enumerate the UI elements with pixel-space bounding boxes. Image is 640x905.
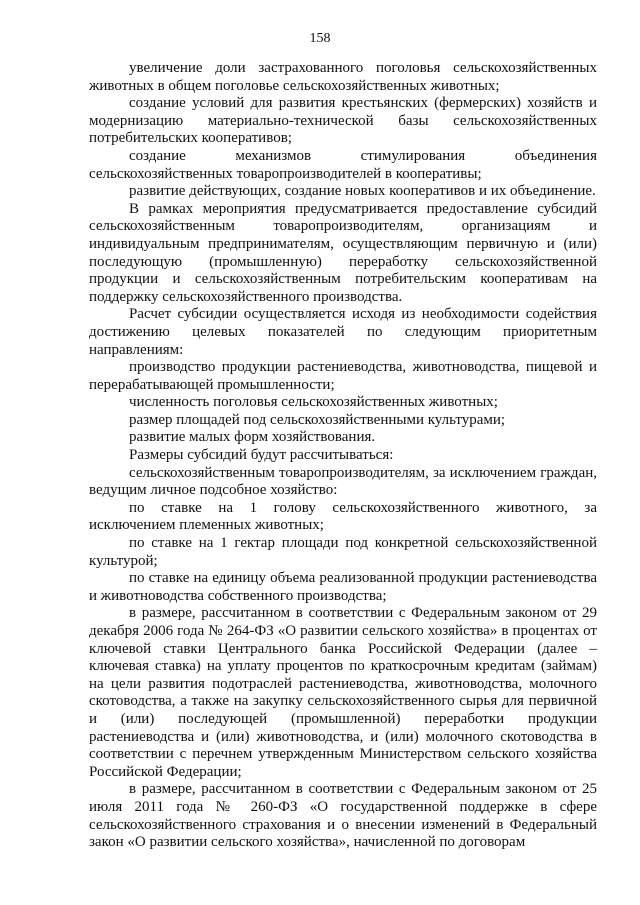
paragraph: развитие действующих, создание новых кооперативов и их объединение.: [129, 183, 596, 200]
paragraph: создание механизмов стимулирования объединения сельскохозяйственных товаропроизводителей в кооперативы;: [89, 147, 597, 182]
paragraph: численность поголовья сельскохозяйственных животных;: [129, 394, 498, 411]
paragraph: Размеры субсидий будут рассчитываться:: [129, 447, 394, 464]
page-number: 158: [309, 31, 331, 46]
paragraph: Расчет субсидии осуществляется исходя из необходимости содействия достижению целевых показателей по следующим приоритетным направлениям:: [89, 306, 597, 358]
paragraph: по ставке на 1 голову сельскохозяйственного животного, за исключением племенных животных;: [89, 499, 597, 534]
paragraph: в размере, рассчитанном в соответствии с Федеральным законом от 29 декабря 2006 года № 264-ФЗ «О развитии сельского хозяйства» в процентах от ключевой ставки Центрального банка Российской Федерации (далее – ключевая ставка) на уплату процентов по краткосрочным кредитам (займам) на цели развития подотраслей растениеводства, животноводства, молочного скотоводства, а также на закупку сельскохозяйственного сырья для первичной и (или) последующей (промышленной) переработки продукции растениеводства и (или) животноводства, и (или) молочного скотоводства в соответствии с перечнем утвержденным Министерством сельского хозяйства Российской Федерации;: [89, 605, 597, 780]
document-body: [89, 60, 597, 852]
paragraph: развитие малых форм хозяйствования.: [129, 429, 376, 446]
paragraph: по ставке на 1 гектар площади под конкретной сельскохозяйственной культурой;: [89, 535, 597, 569]
paragraph: создание условий для развития крестьянских (фермерских) хозяйств и модернизацию материально-технической базы сельскохозяйственных потребительских кооперативов;: [89, 95, 597, 147]
paragraph: В рамках мероприятия предусматривается предоставление субсидий сельскохозяйственным товаропроизводителям, организациям и индивидуальным предпринимателям, осуществляющим первичную и (или) последующую (промышленную) переработку сельскохозяйственной продукции и сельскохозяйственным потребительским кооперативам на поддержку сельскохозяйственного производства.: [89, 200, 597, 305]
paragraph: размер площадей под сельскохозяйственными культурами;: [129, 411, 506, 428]
paragraph: сельскохозяйственным товаропроизводителям, за исключением граждан, ведущим личное подсобное хозяйство:: [89, 464, 597, 499]
paragraph: в размере, рассчитанном в соответствии с Федеральным законом от 25 июля 2011 года № 260-ФЗ «О государственной поддержке в сфере сельскохозяйственного страхования и о внесении изменений в Федеральный закон «О развитии сельского хозяйства», начисленной по договорам: [89, 781, 597, 851]
paragraph: по ставке на единицу объема реализованной продукции растениеводства и животноводства собственного производства;: [89, 570, 597, 604]
paragraph: производство продукции растениеводства, животноводства, пищевой и перерабатывающей промышленности;: [89, 359, 597, 393]
paragraph: увеличение доли застрахованного поголовья сельскохозяйственных животных в общем поголовье сельскохозяйственных животных;: [89, 60, 597, 94]
